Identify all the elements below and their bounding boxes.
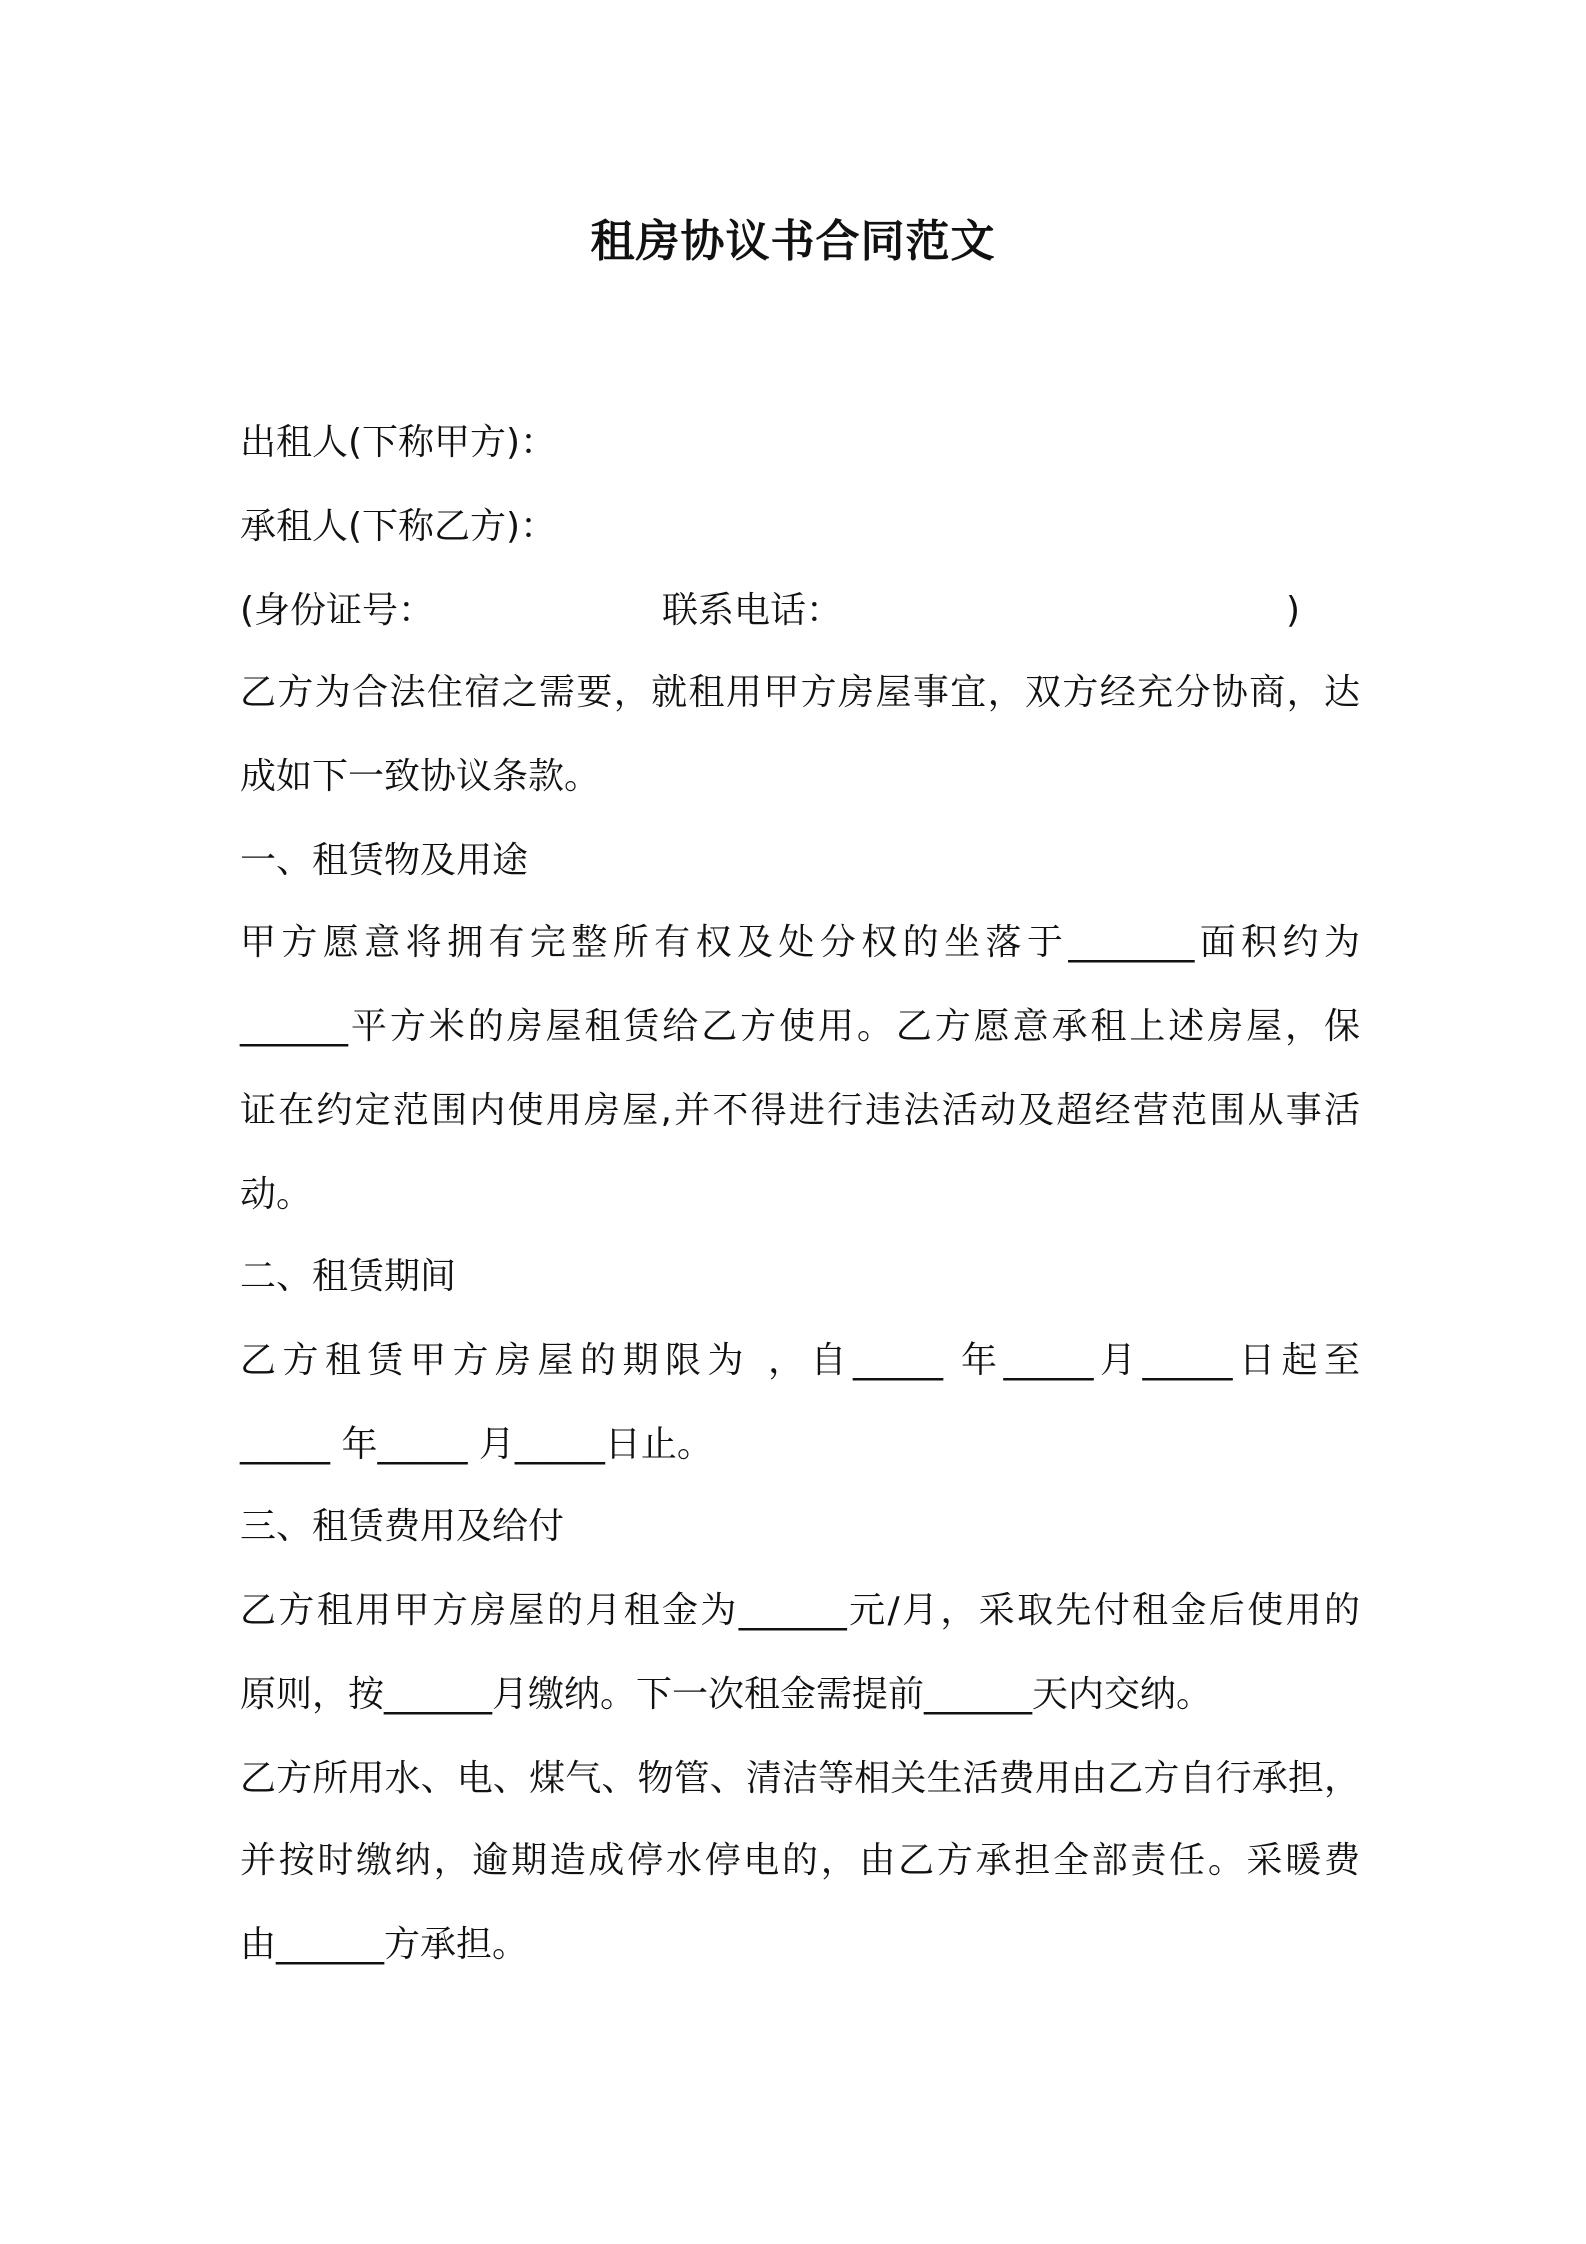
- section3-heading: 三、租赁费用及给付: [240, 1506, 565, 1547]
- section1-line-2: ______平方米的房屋租赁给乙方使用。乙方愿意承租上述房屋，保: [240, 1006, 1360, 1047]
- section2-line-1: 乙方租赁甲方房屋的期限为 ，自_____ 年_____月_____日起至: [240, 1340, 1360, 1381]
- section3-line-2: 原则，按______月缴纳。下一次租金需提前______天内交纳。: [240, 1674, 1213, 1715]
- section2-line-2: _____ 年_____ 月_____日止。: [240, 1424, 713, 1465]
- party-b-line: 承租人(下称乙方)：: [240, 506, 557, 547]
- party-a-line: 出租人(下称甲方)：: [240, 422, 557, 463]
- intro-line-2: 成如下一致协议条款。: [240, 756, 601, 797]
- section1-line-3: 证在约定范围内使用房屋,并不得进行违法活动及超经营范围从事活: [240, 1090, 1360, 1131]
- section2-heading: 二、租赁期间: [240, 1256, 457, 1297]
- phone-label: 联系电话：: [662, 590, 843, 631]
- section3-line-3: 乙方所用水、电、煤气、物管、清洁等相关生活费用由乙方自行承担，: [240, 1758, 1360, 1799]
- section1-heading: 一、租赁物及用途: [240, 840, 529, 881]
- section3-line-5: 由______方承担。: [240, 1924, 529, 1965]
- section3-line-1: 乙方租用甲方房屋的月租金为______元/月，采取先付租金后使用的: [240, 1590, 1360, 1631]
- id-label: (身份证号：: [240, 590, 435, 631]
- section1-line-1: 甲方愿意将拥有完整所有权及处分权的坐落于_______面积约为: [240, 922, 1360, 963]
- section3-line-4: 并按时缴纳，逾期造成停水停电的，由乙方承担全部责任。采暖费: [240, 1840, 1360, 1881]
- document-title: 租房协议书合同范文: [590, 216, 996, 267]
- id-line-close: ): [1286, 590, 1301, 631]
- section1-line-4: 动。: [240, 1174, 313, 1215]
- intro-line-1: 乙方为合法住宿之需要，就租用甲方房屋事宜，双方经充分协商，达: [240, 672, 1360, 713]
